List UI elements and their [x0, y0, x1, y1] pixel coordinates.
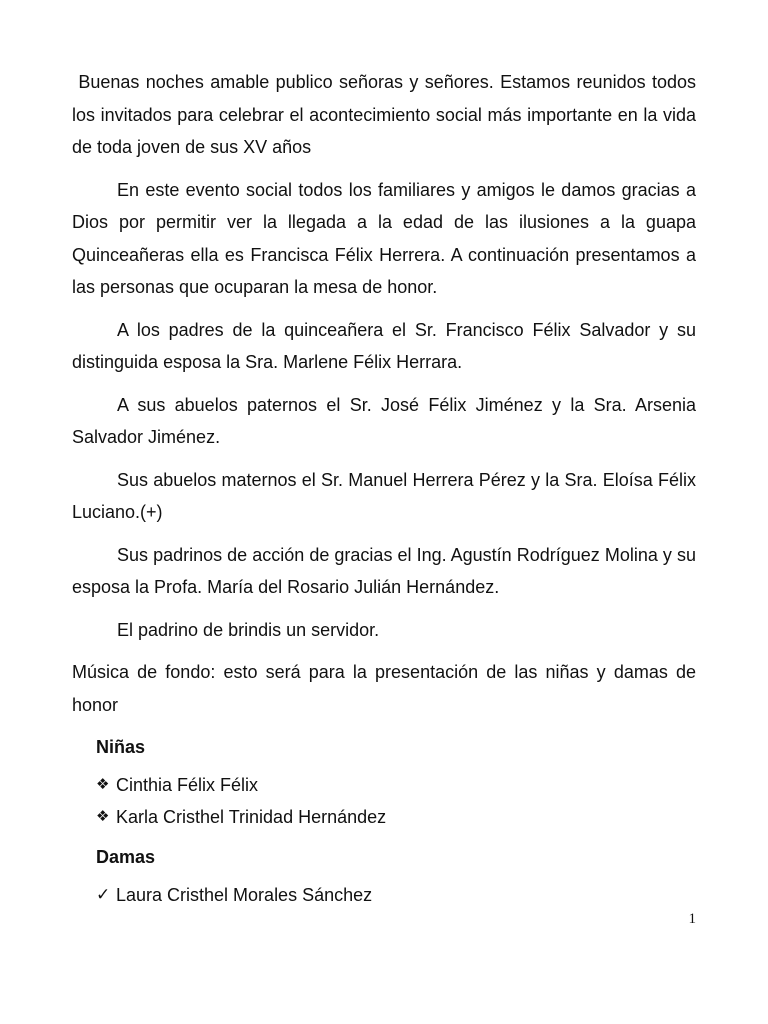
list-item-label: Laura Cristhel Morales Sánchez	[116, 885, 373, 905]
paragraph-event: En este evento social todos los familiares y amigos le damos gracias a Dios por permitir ver la llegada a la edad de las ilusiones a la guapa Quinceañeras ella es Francisca Félix Herrera. A continuación presentamos a las personas que ocuparan la mesa de honor.	[72, 179, 696, 297]
paragraph-background-music: Música de fondo: esto será para la presentación de las niñas y damas de honor	[72, 662, 696, 715]
list-item	[96, 769, 696, 801]
ninas-list	[96, 769, 696, 833]
list-item-label: Karla Cristhel Trinidad Hernández	[116, 807, 387, 827]
ninas-heading: Niñas	[96, 737, 146, 757]
damas-heading: Damas	[96, 847, 156, 867]
diamond-bullet-icon: ❖	[96, 776, 110, 793]
page-number: 1	[688, 911, 696, 927]
paragraph-paternal-grandparents: A sus abuelos paternos el Sr. José Félix Jiménez y la Sra. Arsenia Salvador Jiménez.	[72, 394, 696, 447]
checkmark-icon: ✓	[96, 885, 111, 904]
paragraph-godparents: Sus padrinos de acción de gracias el Ing. Agustín Rodríguez Molina y su esposa la Profa. María del Rosario Julián Hernández.	[72, 544, 696, 597]
paragraph-maternal-grandparents: Sus abuelos maternos el Sr. Manuel Herrera Pérez y la Sra. Eloísa Félix Luciano.(+)	[72, 469, 696, 522]
list-item	[96, 879, 696, 911]
damas-list	[96, 879, 696, 911]
paragraph-intro: Buenas noches amable publico señoras y señores. Estamos reunidos todos los invitados para celebrar el acontecimiento social más importante en la vida de toda joven de sus XV años	[72, 72, 702, 157]
list-item-label: Cinthia Félix Félix	[116, 775, 259, 795]
diamond-bullet-icon: ❖	[96, 808, 110, 825]
paragraph-toast-godfather: El padrino de brindis un servidor.	[117, 619, 380, 640]
paragraph-parents: A los padres de la quinceañera el Sr. Francisco Félix Salvador y su distinguida esposa la Sra. Marlene Félix Herrara.	[72, 319, 696, 372]
list-item	[96, 801, 696, 833]
